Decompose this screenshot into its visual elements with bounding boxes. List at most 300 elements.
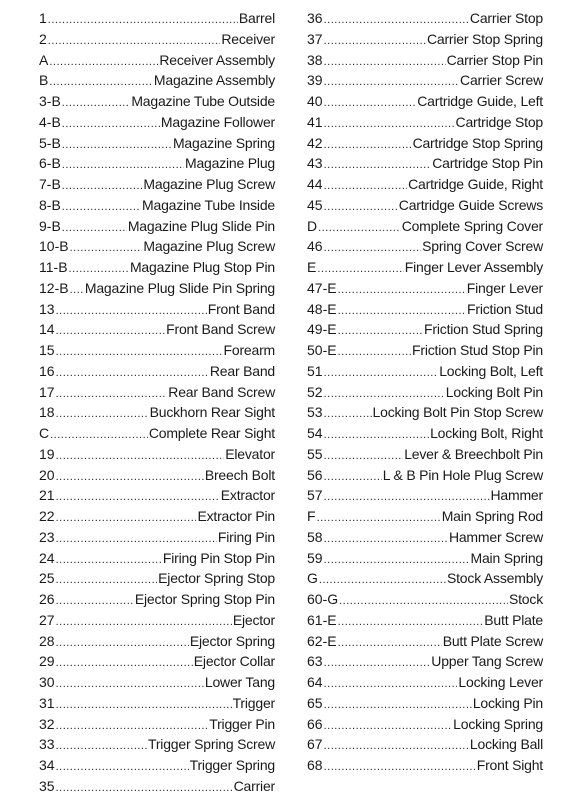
part-entry [39, 299, 275, 320]
part-number: 1 [39, 10, 47, 26]
part-entry [307, 278, 543, 299]
part-name: Lower Tang [204, 674, 275, 690]
part-entry [39, 714, 275, 735]
part-name: Receiver [221, 30, 275, 47]
part-number: 32 [39, 715, 55, 732]
dot-leader [338, 633, 442, 654]
part-name: Magazine Follower [160, 113, 275, 130]
part-name: Carrier Stop [469, 10, 543, 26]
part-entry [39, 153, 275, 174]
part-entry [307, 319, 543, 340]
part-name: Cartridge Guide Screws [398, 196, 543, 213]
part-entry [39, 527, 275, 548]
part-name: Lever & Breechbolt Pin [404, 445, 543, 462]
part-name: Friction Stud [467, 300, 543, 317]
parts-list-left-column [39, 8, 275, 797]
part-name: Rear Band [209, 362, 275, 379]
part-entry [39, 50, 275, 71]
part-number: 18 [39, 404, 55, 421]
part-name: L & B Pin Hole Plug Screw [382, 466, 543, 483]
dot-leader [50, 425, 148, 446]
part-entry [39, 631, 275, 652]
part-name: Locking Pin [472, 694, 543, 711]
part-number: 33 [39, 736, 55, 753]
part-number: A [39, 51, 49, 68]
part-number: 2 [39, 30, 47, 47]
part-number: 47-E [307, 279, 337, 296]
part-entry [307, 444, 543, 465]
part-number: 16 [39, 362, 55, 379]
part-name: Cartridge Stop [455, 113, 543, 130]
part-entry [307, 402, 543, 423]
part-entry [307, 465, 543, 486]
part-entry [307, 8, 543, 29]
part-entry [39, 776, 275, 797]
part-entry [39, 568, 275, 589]
part-name: Locking Bolt Pin Stop Screw [372, 404, 543, 421]
dot-leader [56, 467, 204, 488]
part-entry [307, 174, 543, 195]
part-number: 4-B [39, 113, 61, 130]
dot-leader [324, 238, 422, 259]
part-entry [39, 548, 275, 569]
part-entry [307, 299, 543, 320]
dot-leader [62, 155, 184, 176]
part-number: F [307, 508, 316, 524]
part-name: Front Sight [476, 757, 543, 773]
part-number: D [307, 217, 318, 234]
part-name: Magazine Plug Screw [143, 238, 275, 255]
part-entry [39, 402, 275, 423]
part-entry [39, 610, 275, 631]
dot-leader [56, 363, 209, 384]
dot-leader [56, 778, 233, 799]
dot-leader [324, 695, 472, 716]
part-name: Spring Cover Screw [422, 238, 543, 255]
part-number: 7-B [39, 176, 61, 192]
part-number: 20 [39, 466, 55, 483]
part-number: 46 [307, 238, 323, 255]
part-entry [307, 734, 543, 755]
part-number: 28 [39, 632, 55, 649]
part-entry [39, 8, 275, 29]
part-number: 52 [307, 383, 323, 400]
part-name: Front Band [207, 300, 275, 317]
part-number: 37 [307, 30, 323, 47]
part-number: 11-B [39, 259, 68, 275]
part-entry [39, 382, 275, 403]
part-entry [307, 506, 543, 527]
part-number: 53 [307, 404, 323, 421]
dot-leader [338, 321, 423, 342]
part-entry [39, 29, 275, 50]
dot-leader [56, 716, 209, 737]
part-entry [307, 236, 543, 257]
part-name: Cartridge Guide, Right [408, 176, 543, 192]
part-number: 45 [307, 196, 323, 213]
part-number: 30 [39, 674, 55, 690]
dot-leader [324, 757, 476, 778]
part-name: Locking Lever [458, 674, 543, 690]
part-name: Carrier Stop Pin [446, 51, 543, 68]
part-name: Extractor [220, 487, 275, 504]
part-name: Extractor Pin [197, 508, 275, 524]
dot-leader [56, 384, 168, 405]
dot-leader [338, 342, 411, 363]
part-number: 34 [39, 757, 55, 773]
dot-leader [324, 114, 455, 135]
dot-leader [324, 674, 458, 695]
part-number: 61-E [307, 611, 337, 628]
part-number: 35 [39, 777, 55, 794]
part-name: Finger Lever [466, 279, 543, 296]
dot-leader [56, 529, 217, 550]
part-entry [39, 465, 275, 486]
part-number: 23 [39, 528, 55, 545]
part-number: 62-E [307, 632, 337, 649]
dot-leader [324, 72, 459, 93]
part-entry [307, 485, 543, 506]
part-entry [307, 423, 543, 444]
dot-leader [56, 633, 189, 654]
part-entry [39, 485, 275, 506]
part-name: Hammer Screw [448, 528, 543, 545]
part-name: Ejector Spring [189, 632, 275, 649]
part-name: Trigger Spring Screw [148, 736, 275, 753]
part-name: Friction Stud Spring [424, 321, 543, 338]
part-number: 49-E [307, 321, 337, 338]
dot-leader [324, 10, 469, 31]
part-entry [39, 589, 275, 610]
part-entry [39, 361, 275, 382]
dot-leader [56, 695, 232, 716]
part-entry [307, 340, 543, 361]
part-number: 14 [39, 321, 55, 338]
part-number: 19 [39, 445, 55, 462]
part-name: Barrel [238, 10, 275, 26]
part-name: Locking Bolt, Right [430, 425, 543, 441]
dot-leader [56, 570, 158, 591]
part-name: Carrier [233, 777, 275, 794]
part-number: 39 [307, 72, 323, 89]
part-entry [39, 195, 275, 216]
part-entry [307, 382, 543, 403]
dot-leader [62, 176, 143, 197]
part-number: 48-E [307, 300, 337, 317]
part-entry [307, 651, 543, 672]
part-number: 65 [307, 694, 323, 711]
dot-leader [69, 259, 129, 280]
dot-leader [324, 176, 408, 197]
part-entry [39, 236, 275, 257]
dot-leader [70, 238, 143, 259]
dot-leader [62, 135, 172, 156]
part-entry [307, 631, 543, 652]
part-name: Forearm [223, 342, 275, 358]
dot-leader [56, 653, 193, 674]
dot-leader [338, 612, 484, 633]
dot-leader [62, 218, 127, 239]
part-entry [39, 734, 275, 755]
part-entry [307, 714, 543, 735]
part-entry [39, 91, 275, 112]
part-number: 56 [307, 466, 323, 483]
part-entry [39, 693, 275, 714]
part-name: Main Spring [470, 549, 543, 566]
part-name: Locking Ball [469, 736, 543, 753]
dot-leader [56, 404, 149, 425]
dot-leader [56, 321, 166, 342]
part-name: Cartridge Stop Spring [412, 134, 543, 151]
dot-leader [324, 363, 439, 384]
dot-leader [324, 467, 382, 488]
part-name: Carrier Stop Spring [426, 30, 543, 47]
dot-leader [62, 93, 131, 114]
dot-leader [56, 446, 225, 467]
dot-leader [324, 197, 398, 218]
part-entry [39, 174, 275, 195]
dot-leader [319, 570, 446, 591]
part-entry [307, 257, 543, 278]
part-name: Front Band Screw [166, 321, 275, 338]
dot-leader [49, 72, 153, 93]
part-number: 26 [39, 591, 55, 607]
dot-leader [338, 301, 466, 322]
part-number: 42 [307, 134, 323, 151]
part-name: Trigger Spring [189, 757, 275, 773]
part-entry [307, 672, 543, 693]
part-entry [307, 29, 543, 50]
dot-leader [56, 736, 147, 757]
part-number: 59 [307, 549, 323, 566]
part-number: 15 [39, 342, 55, 358]
part-number: 57 [307, 487, 323, 504]
part-name: Magazine Tube Inside [142, 196, 275, 213]
part-name: Firing Pin Stop Pin [162, 549, 275, 566]
part-number: 22 [39, 508, 55, 524]
dot-leader [339, 591, 508, 612]
part-number: 51 [307, 362, 323, 379]
part-entry [39, 444, 275, 465]
dot-leader [56, 487, 220, 508]
dot-leader [49, 52, 158, 73]
part-entry [307, 216, 543, 237]
part-name: Cartridge Stop Pin [432, 155, 543, 172]
part-entry [307, 589, 543, 610]
part-name: Trigger [232, 694, 275, 711]
part-number: 60-G [307, 591, 339, 607]
dot-leader [324, 653, 431, 674]
part-number: 24 [39, 549, 55, 566]
part-number: 8-B [39, 196, 61, 213]
dot-leader [324, 384, 445, 405]
part-name: Magazine Plug Screw [143, 176, 275, 192]
part-number: 67 [307, 736, 323, 753]
part-number: 25 [39, 570, 55, 587]
part-number: 6-B [39, 155, 61, 172]
part-name: Friction Stud Stop Pin [412, 342, 543, 358]
part-number: 5-B [39, 134, 61, 151]
part-number: 40 [307, 93, 323, 109]
dot-leader [324, 550, 470, 571]
part-number: 21 [39, 487, 55, 504]
part-number: 13 [39, 300, 55, 317]
part-name: Butt Plate [484, 611, 543, 628]
dot-leader [56, 674, 204, 695]
dot-leader [317, 259, 403, 280]
part-number: 12-B [39, 279, 69, 296]
part-entry [39, 672, 275, 693]
part-number: C [39, 425, 50, 441]
dot-leader [62, 197, 141, 218]
part-name: Locking Spring [453, 715, 543, 732]
part-number: 68 [307, 757, 323, 773]
part-name: Magazine Spring [172, 134, 275, 151]
part-name: Hammer [490, 487, 543, 504]
dot-leader [56, 591, 134, 612]
part-entry [307, 693, 543, 714]
part-entry [307, 133, 543, 154]
part-entry [307, 112, 543, 133]
part-name: Locking Bolt, Left [439, 362, 543, 379]
part-name: Locking Bolt Pin [445, 383, 543, 400]
part-name: Stock [508, 591, 543, 607]
part-name: Ejector Collar [193, 653, 275, 670]
part-entry [307, 610, 543, 631]
part-name: Upper Tang Screw [431, 653, 543, 670]
dot-leader [338, 280, 466, 301]
dot-leader [56, 301, 207, 322]
part-number: 27 [39, 611, 55, 628]
part-number: 3-B [39, 93, 61, 109]
part-entry [39, 216, 275, 237]
part-name: Ejector [232, 611, 275, 628]
dot-leader [56, 508, 197, 529]
part-name: Butt Plate Screw [442, 632, 543, 649]
part-entry [307, 548, 543, 569]
dot-leader [62, 114, 160, 135]
part-number: B [39, 72, 49, 89]
part-number: 58 [307, 528, 323, 545]
part-number: 41 [307, 113, 323, 130]
part-number: 29 [39, 653, 55, 670]
part-number: G [307, 570, 318, 587]
part-name: Magazine Tube Outside [131, 93, 275, 109]
part-entry [39, 755, 275, 776]
part-number: 17 [39, 383, 55, 400]
part-entry [307, 50, 543, 71]
dot-leader [318, 218, 401, 239]
part-entry [39, 506, 275, 527]
dot-leader [324, 736, 469, 757]
part-name: Stock Assembly [446, 570, 543, 587]
part-number: 44 [307, 176, 323, 192]
part-entry [307, 361, 543, 382]
part-number: 63 [307, 653, 323, 670]
part-entry [39, 278, 275, 299]
dot-leader [324, 529, 448, 550]
part-entry [39, 651, 275, 672]
part-entry [39, 112, 275, 133]
part-entry [39, 257, 275, 278]
part-name: Magazine Plug Slide Pin [127, 217, 275, 234]
part-name: Magazine Plug Slide Pin Spring [84, 279, 275, 296]
dot-leader [324, 135, 412, 156]
dot-leader [324, 487, 490, 508]
part-entry [39, 70, 275, 91]
dot-leader [324, 52, 446, 73]
part-number: 43 [307, 155, 323, 172]
dot-leader [56, 757, 189, 778]
dot-leader [48, 10, 238, 31]
part-number: 55 [307, 445, 323, 462]
part-entry [307, 755, 543, 776]
dot-leader [324, 425, 429, 446]
parts-list-right-column [307, 8, 543, 776]
dot-leader [324, 31, 426, 52]
dot-leader [56, 342, 223, 363]
part-name: Complete Spring Cover [401, 217, 543, 234]
part-number: 31 [39, 694, 55, 711]
part-entry [307, 153, 543, 174]
part-name: Cartridge Guide, Left [417, 93, 543, 109]
part-name: Elevator [225, 445, 275, 462]
part-name: Breech Bolt [204, 466, 275, 483]
part-entry [39, 319, 275, 340]
part-entry [307, 527, 543, 548]
part-number: E [307, 259, 317, 275]
part-entry [39, 423, 275, 444]
part-entry [39, 133, 275, 154]
part-number: 38 [307, 51, 323, 68]
dot-leader [317, 508, 441, 529]
dot-leader [324, 446, 404, 467]
part-name: Buckhorn Rear Sight [149, 404, 275, 421]
part-entry [307, 70, 543, 91]
part-name: Rear Band Screw [168, 383, 275, 400]
part-number: 10-B [39, 238, 69, 255]
dot-leader [70, 280, 84, 301]
part-name: Receiver Assembly [159, 51, 275, 68]
part-number: 66 [307, 715, 323, 732]
part-name: Magazine Plug Stop Pin [129, 259, 275, 275]
part-entry [307, 195, 543, 216]
part-name: Firing Pin [217, 528, 275, 545]
dot-leader [56, 612, 232, 633]
part-number: 64 [307, 674, 323, 690]
part-name: Ejector Spring Stop [158, 570, 275, 587]
part-name: Carrier Screw [460, 72, 543, 89]
dot-leader [48, 31, 221, 52]
part-name: Magazine Assembly [153, 72, 275, 89]
part-number: 54 [307, 425, 323, 441]
part-number: 9-B [39, 217, 61, 234]
part-entry [307, 568, 543, 589]
part-name: Magazine Plug [184, 155, 275, 172]
part-name: Trigger Pin [209, 715, 275, 732]
part-name: Complete Rear Sight [148, 425, 275, 441]
dot-leader [324, 404, 372, 425]
part-name: Ejector Spring Stop Pin [134, 591, 275, 607]
part-number: 50-E [307, 342, 337, 358]
dot-leader [56, 550, 162, 571]
dot-leader [324, 155, 432, 176]
dot-leader [324, 716, 453, 737]
part-entry [39, 340, 275, 361]
part-name: Finger Lever Assembly [404, 259, 543, 275]
part-entry [307, 91, 543, 112]
part-name: Main Spring Rod [441, 508, 543, 524]
